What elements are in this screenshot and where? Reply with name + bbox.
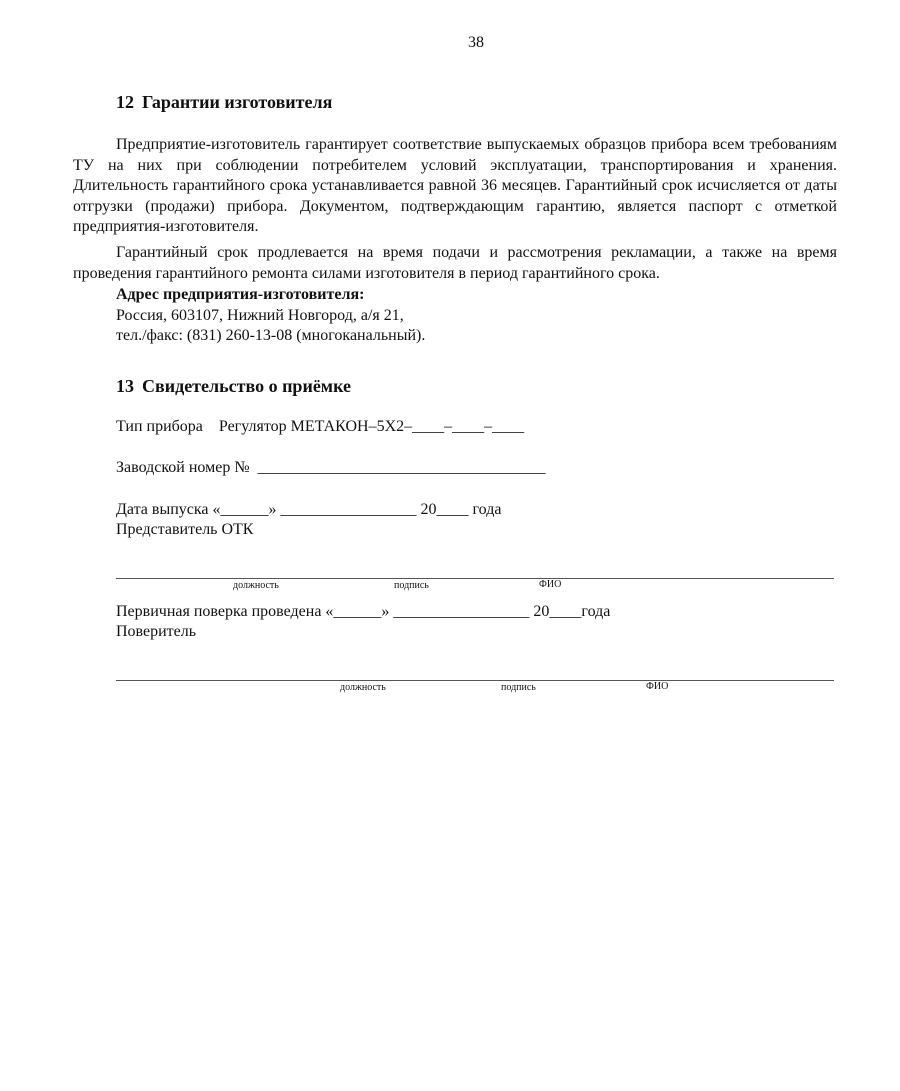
otk-signature-line[interactable] <box>116 578 834 579</box>
section-12-heading <box>116 92 332 113</box>
otk-representative-label: Представитель ОТК <box>116 521 254 538</box>
verifier-caption-signature: подпись <box>501 682 536 693</box>
device-type-label: Тип прибора <box>116 418 203 435</box>
address-title: Адрес предприятия-изготовителя: <box>116 286 365 303</box>
manufacturer-address <box>116 285 425 347</box>
serial-number-label: Заводской номер № <box>116 459 250 476</box>
device-type-value[interactable]: Регулятор МЕТАКОН–5Х2–____–____–____ <box>218 418 525 435</box>
serial-number-row <box>116 459 546 477</box>
page-number: 38 <box>468 34 484 51</box>
section-12-title: Гарантии изготовителя <box>142 92 333 112</box>
verifier-label: Поверитель <box>116 623 197 640</box>
warranty-paragraph-2: Гарантийный срок продлевается на время подачи и рассмотрения рекламации, а также на время проведения гарантийного ремонта силами изготовителя в период гарантийного срока. <box>73 244 837 282</box>
section-13-heading <box>116 376 351 397</box>
verification-date-field[interactable]: Первичная поверка проведена «______» _________________ 20____года <box>116 603 611 620</box>
section-13-title: Свидетельство о приёмке <box>142 376 351 396</box>
section-12-number: 12 <box>116 92 134 112</box>
release-date-field[interactable]: Дата выпуска «______» _________________ 20____ года <box>116 501 502 518</box>
verifier-caption-position: должность <box>340 682 386 693</box>
otk-caption-position: должность <box>233 580 279 591</box>
serial-number-field[interactable]: ____________________________________ <box>257 459 546 476</box>
warranty-paragraph-1: Предприятие-изготовитель гарантирует соответствие выпускаемых образцов прибора всем требованиям ТУ на них при соблюдении потребителем условий эксплуатации, транспортирования и хранения. Длительность гарантийного срока устанавливается равной 36 месяцев. Гарантийный срок исчисляется от даты отгрузки (продажи) прибора. Документом, подтверждающим гарантию, является паспорт с отметкой предприятия-изготовителя. <box>73 136 837 235</box>
section-13-number: 13 <box>116 376 134 396</box>
otk-caption-name: ФИО <box>539 579 562 590</box>
verifier-caption-name: ФИО <box>646 681 669 692</box>
device-type-row <box>116 418 524 436</box>
verifier-signature-line[interactable] <box>116 680 834 681</box>
address-line-2: тел./факс: (831) 260-13-08 (многоканальный). <box>116 327 426 344</box>
address-line-1: Россия, 603107, Нижний Новгород, а/я 21, <box>116 306 404 324</box>
otk-caption-signature: подпись <box>394 580 429 591</box>
